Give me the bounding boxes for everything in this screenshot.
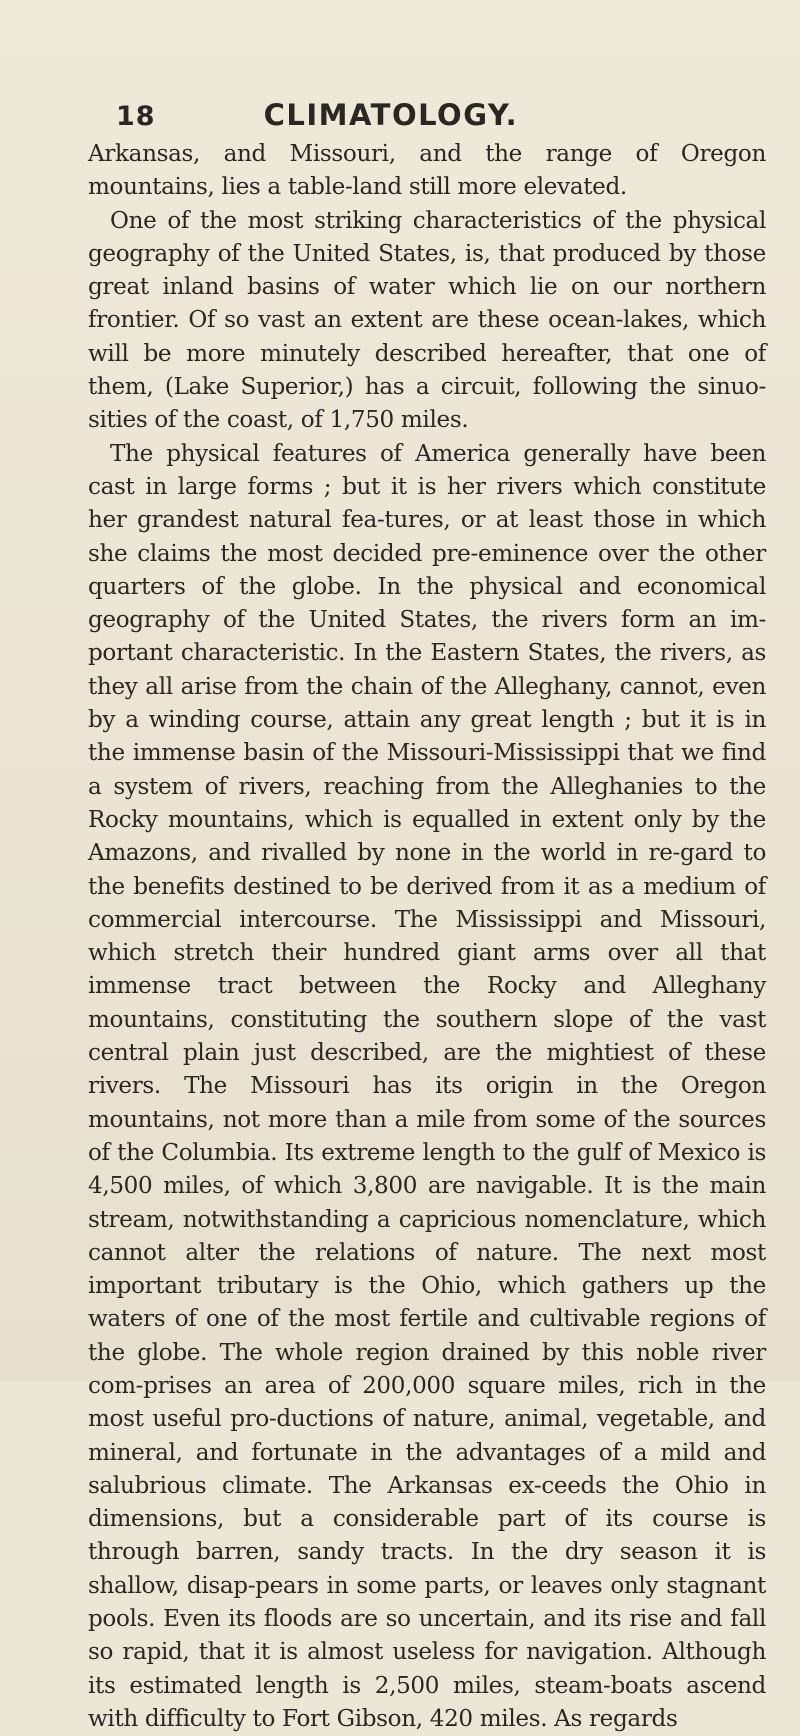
paragraph-rivers: The physical features of America generally have been cast in large forms ; but it is her rivers which constitute her grandest natural fea-tures, or at least those in which she claims the most decided pre-eminence over the other quarters of the globe. In the physical and economical geography of the United States, the rivers form an im-portant characteristic. In the Eastern States, the rivers, as they all arise from the chain of the Alleghany, cannot, even by a winding course, attain any great length ; but it is in the immense basin of the Missouri-Mississippi that we find a system of rivers, reaching from the Alleghanies to the Rocky mountains, which is equalled in extent only by the Amazons, and rivalled by none in the world in re-gard to the benefits destined to be derived from it as a medium of commercial intercourse. The Mississippi and Missouri, which stretch their hundred giant arms over all that immense tract between the Rocky and Alleghany mountains, constituting the southern slope of the vast central plain just described, are the mightiest of these rivers. The Missouri has its origin in the Oregon mountains, not more than a mile from some of the sources of the Columbia. Its extreme length to the gulf of Mexico is 4,500 miles, of which 3,800 are navigable. It is the main stream, notwithstanding a capricious nomenclature, which cannot alter the relations of nature. The next most important tributary is the Ohio, which gathers up the waters of one of the most fertile and cultivable regions of the globe. The whole region drained by this noble river com-prises an area of 200,000 square miles, rich in the most useful pro-ductions of nature, animal, vegetable, and mineral, and fortunate in the advantages of a mild and salubrious climate. The Arkansas ex-ceeds the Ohio in dimensions, but a considerable part of its course is through barren, sandy tracts. In the dry season it is shallow, disap-pears in some parts, or leaves only stagnant pools. Even its floods are so uncertain, and its rise and fall so rapid, that it is almost useless for navigation. Although its estimated length is 2,500 miles, steam-boats ascend with difficulty to Fort Gibson, 420 miles. As regards: [88, 440, 766, 1732]
paragraph-continuation: Arkansas, and Missouri, and the range of Oregon mountains, lies a table-land still more elevated.: [88, 141, 766, 201]
page-number: 18: [116, 101, 156, 132]
paragraph-inland-basins: One of the most striking characteristics of the physical geography of the United States, is, that produced by those great inland basins of water which lie on our northern frontier. Of so vast an extent are these ocean-lakes, which will be more minutely described hereafter, that one of them, (Lake Superior,) has a circuit, following the sinuo-sities of the coast, of 1,750 miles.: [88, 207, 766, 434]
body-text: [88, 138, 766, 1736]
running-head: CLIMATOLOGY.: [263, 98, 519, 132]
page-header: [116, 98, 766, 132]
